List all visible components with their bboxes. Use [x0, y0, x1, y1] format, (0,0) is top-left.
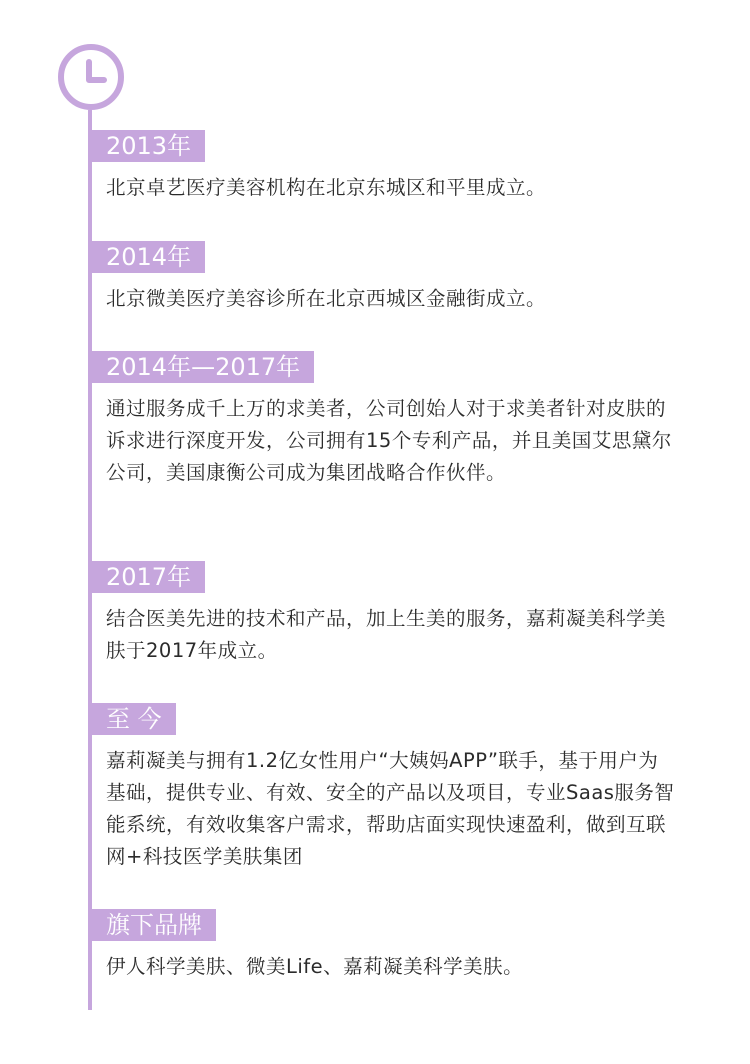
year-tag: 2014年—2017年: [92, 351, 314, 383]
entry-text: 北京卓艺医疗美容机构在北京东城区和平里成立。: [106, 176, 547, 199]
entry-text: 嘉莉凝美与拥有1.2亿女性用户“大姨妈APP”联手，基于用户为基础，提供专业、有效、安全的产品以及项目，专业Saas服务智能系统，有效收集客户需求，帮助店面实现快速盈利，做到互联网+科技医学美肤集团: [106, 749, 675, 868]
clock-icon: [56, 42, 126, 112]
entry-text: 通过服务成千上万的求美者，公司创始人对于求美者针对皮肤的诉求进行深度开发，公司拥有15个专利产品，并且美国艾思黛尔公司，美国康衡公司成为集团战略合作伙伴。: [106, 397, 672, 484]
entry-text: 伊人科学美肤、微美Life、嘉莉凝美科学美肤。: [106, 955, 524, 978]
year-tag: 2017年: [92, 561, 205, 593]
timeline-entry-2014: [92, 241, 692, 315]
timeline-entry-2014-2017: [92, 351, 692, 489]
entry-text: 北京微美医疗美容诊所在北京西城区金融街成立。: [106, 287, 547, 310]
year-tag: 旗下品牌: [92, 909, 216, 941]
timeline-entry-present: [92, 703, 692, 873]
year-tag: 2014年: [92, 241, 205, 273]
timeline-entry-2013: [92, 130, 692, 204]
timeline-entry-2017: [92, 561, 692, 667]
year-tag: 2013年: [92, 130, 205, 162]
timeline-entry-brands: [92, 909, 692, 983]
year-tag: 至 今: [92, 703, 176, 735]
entry-text: 结合医美先进的技术和产品，加上生美的服务，嘉莉凝美科学美肤于2017年成立。: [106, 607, 667, 662]
